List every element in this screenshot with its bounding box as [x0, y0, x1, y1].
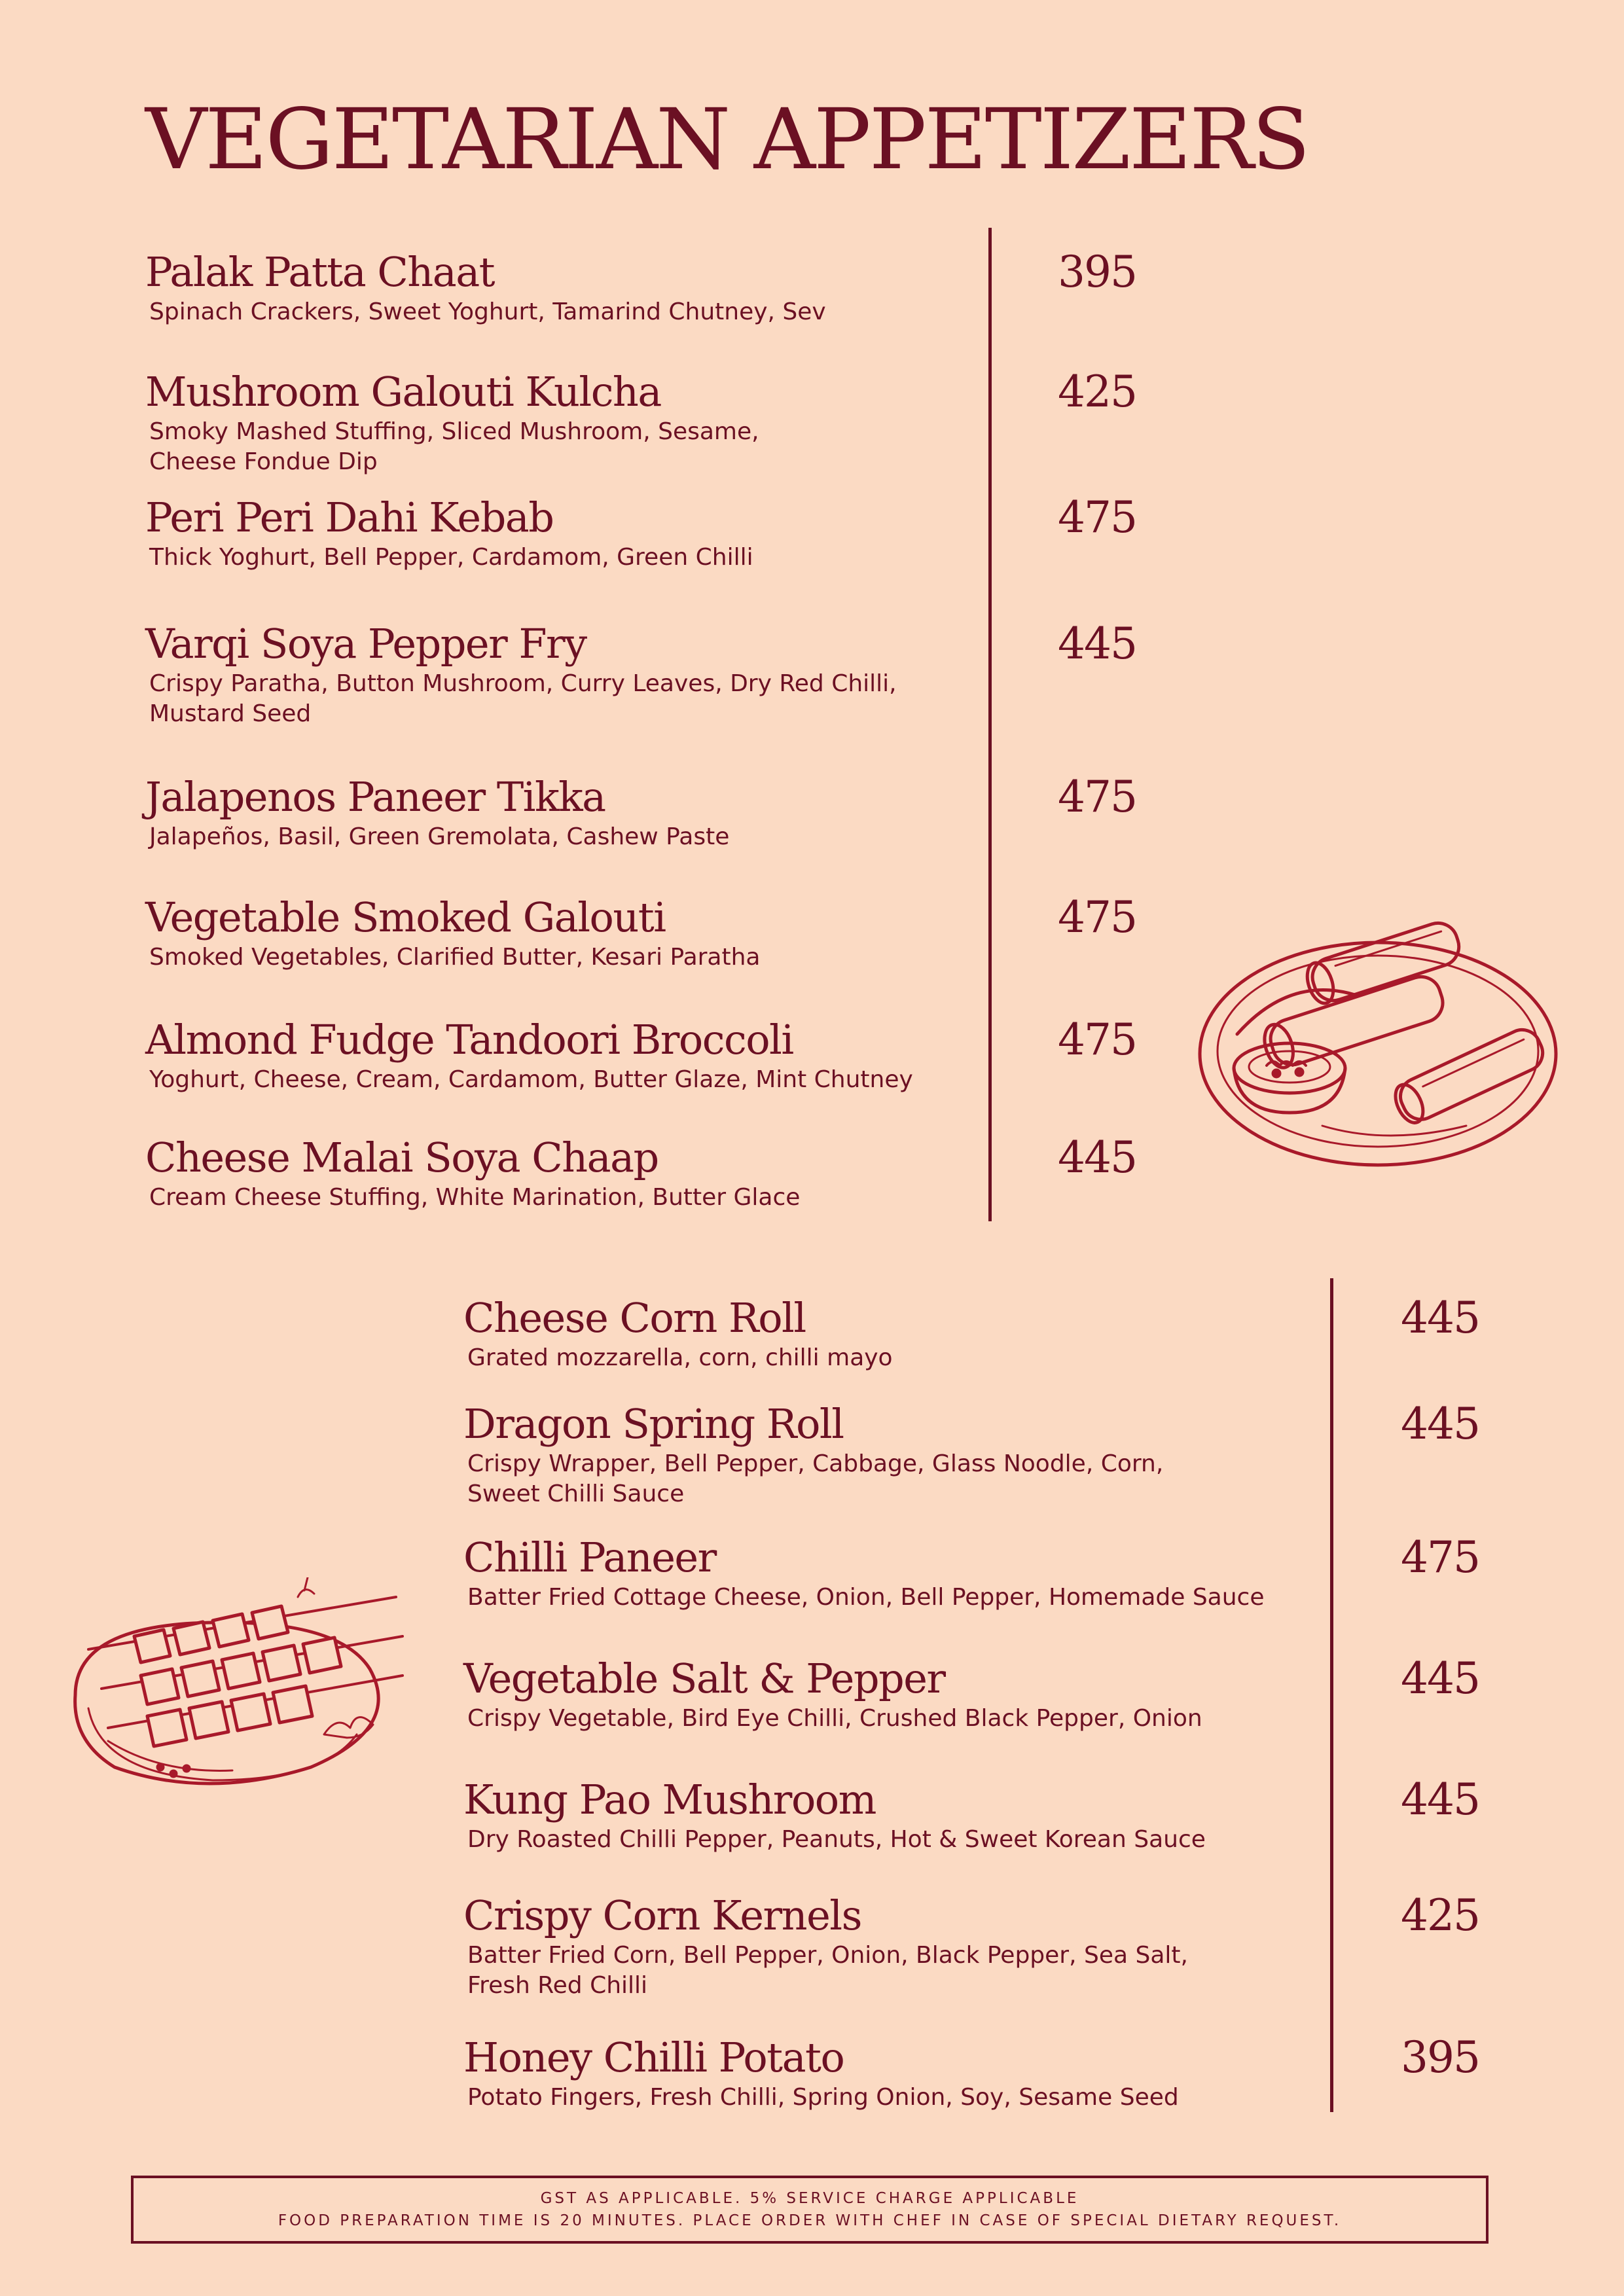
item-name: Dragon Spring Roll	[463, 1400, 844, 1448]
item-description: Yoghurt, Cheese, Cream, Cardamom, Butter Glaze, Mint Chutney	[149, 1066, 913, 1093]
item-name: Chilli Paneer	[463, 1534, 716, 1581]
section-1-divider	[988, 228, 992, 1221]
menu-item-crispy-corn-kernels	[463, 1891, 1188, 2001]
item-name: Cheese Malai Soya Chaap	[145, 1134, 659, 1181]
item-price: 475	[1058, 492, 1136, 543]
item-price: 425	[1058, 367, 1136, 417]
item-price: 475	[1058, 892, 1136, 942]
page-title: VEGETARIAN APPETIZERS	[145, 91, 1308, 188]
menu-item-palak-patta-chaat	[145, 247, 826, 327]
item-price: 445	[1058, 1132, 1136, 1183]
item-description-cont: Cheese Fondue Dip	[149, 448, 378, 475]
footer-line-1: GST AS APPLICABLE. 5% SERVICE CHARGE APPLICABLE	[540, 2190, 1079, 2207]
menu-item-chilli-paneer	[463, 1533, 1265, 1613]
item-name: Kung Pao Mushroom	[463, 1776, 876, 1823]
item-price: 445	[1401, 1293, 1479, 1343]
menu-item-vegetable-smoked-galouti	[145, 893, 761, 973]
item-price: 445	[1401, 1774, 1479, 1825]
item-name: Vegetable Smoked Galouti	[145, 893, 666, 941]
menu-item-cheese-malai-soya-chaap	[145, 1133, 800, 1213]
item-name: Mushroom Galouti Kulcha	[145, 368, 661, 416]
item-description: Crispy Vegetable, Bird Eye Chilli, Crushed Black Pepper, Onion	[467, 1705, 1202, 1732]
menu-item-honey-chilli-potato	[463, 2033, 1179, 2113]
item-price: 395	[1058, 247, 1136, 297]
item-description-cont: Fresh Red Chilli	[467, 1972, 648, 1999]
menu-item-kung-pao-mushroom	[463, 1775, 1206, 1855]
item-description: Potato Fingers, Fresh Chilli, Spring Onion, Soy, Sesame Seed	[467, 2084, 1179, 2111]
item-description: Batter Fried Corn, Bell Pepper, Onion, Black Pepper, Sea Salt,	[467, 1942, 1188, 1969]
section-2-divider	[1330, 1278, 1333, 2112]
item-name: Peri Peri Dahi Kebab	[145, 493, 554, 541]
item-name: Almond Fudge Tandoori Broccoli	[145, 1016, 793, 1064]
menu-item-jalapenos-paneer-tikka	[145, 772, 729, 852]
item-description: Crispy Paratha, Button Mushroom, Curry Leaves, Dry Red Chilli,	[149, 670, 897, 697]
paneer-skewer-plate-icon	[62, 1577, 416, 1813]
item-price: 475	[1401, 1532, 1479, 1583]
item-price: 475	[1058, 1014, 1136, 1065]
item-description-cont: Mustard Seed	[149, 700, 312, 727]
item-description: Smoky Mashed Stuffing, Sliced Mushroom, Sesame,	[149, 418, 759, 445]
menu-item-varqi-soya-pepper-fry	[145, 619, 897, 729]
item-description-cont: Sweet Chilli Sauce	[467, 1480, 685, 1507]
item-name: Cheese Corn Roll	[463, 1294, 806, 1342]
spring-roll-plate-icon	[1191, 916, 1564, 1178]
item-description: Batter Fried Cottage Cheese, Onion, Bell Pepper, Homemade Sauce	[467, 1584, 1265, 1611]
item-price: 425	[1401, 1890, 1479, 1941]
item-name: Honey Chilli Potato	[463, 2034, 844, 2081]
item-description: Cream Cheese Stuffing, White Marination, Butter Glace	[149, 1184, 801, 1211]
item-price: 475	[1058, 772, 1136, 822]
item-price: 445	[1401, 1653, 1479, 1704]
menu-item-peri-peri-dahi-kebab	[145, 493, 753, 573]
footer-line-2: FOOD PREPARATION TIME IS 20 MINUTES. PLACE ORDER WITH CHEF IN CASE OF SPECIAL DIETARY REQUEST.	[278, 2212, 1342, 2229]
item-description: Spinach Crackers, Sweet Yoghurt, Tamarind Chutney, Sev	[149, 298, 826, 325]
item-description: Crispy Wrapper, Bell Pepper, Cabbage, Glass Noodle, Corn,	[467, 1450, 1164, 1477]
item-name: Varqi Soya Pepper Fry	[145, 620, 586, 668]
item-name: Jalapenos Paneer Tikka	[145, 773, 605, 821]
item-description: Thick Yoghurt, Bell Pepper, Cardamom, Green Chilli	[149, 544, 753, 571]
menu-item-vegetable-salt-pepper	[463, 1654, 1202, 1734]
menu-item-cheese-corn-roll	[463, 1293, 893, 1373]
item-price: 395	[1401, 2032, 1479, 2083]
item-price: 445	[1058, 619, 1136, 669]
item-description: Jalapeños, Basil, Green Gremolata, Cashew Paste	[149, 823, 730, 850]
footer-note	[131, 2176, 1489, 2244]
item-name: Crispy Corn Kernels	[463, 1892, 861, 1939]
item-name: Vegetable Salt & Pepper	[463, 1655, 945, 1702]
item-price: 445	[1401, 1399, 1479, 1449]
item-description: Smoked Vegetables, Clarified Butter, Kesari Paratha	[149, 944, 761, 971]
menu-item-almond-fudge-tandoori-broccoli	[145, 1015, 913, 1095]
item-description: Grated mozzarella, corn, chilli mayo	[467, 1344, 893, 1371]
item-description: Dry Roasted Chilli Pepper, Peanuts, Hot & Sweet Korean Sauce	[467, 1826, 1206, 1853]
item-name: Palak Patta Chaat	[145, 248, 495, 296]
menu-item-dragon-spring-roll	[463, 1399, 1163, 1509]
menu-item-mushroom-galouti-kulcha	[145, 367, 759, 477]
